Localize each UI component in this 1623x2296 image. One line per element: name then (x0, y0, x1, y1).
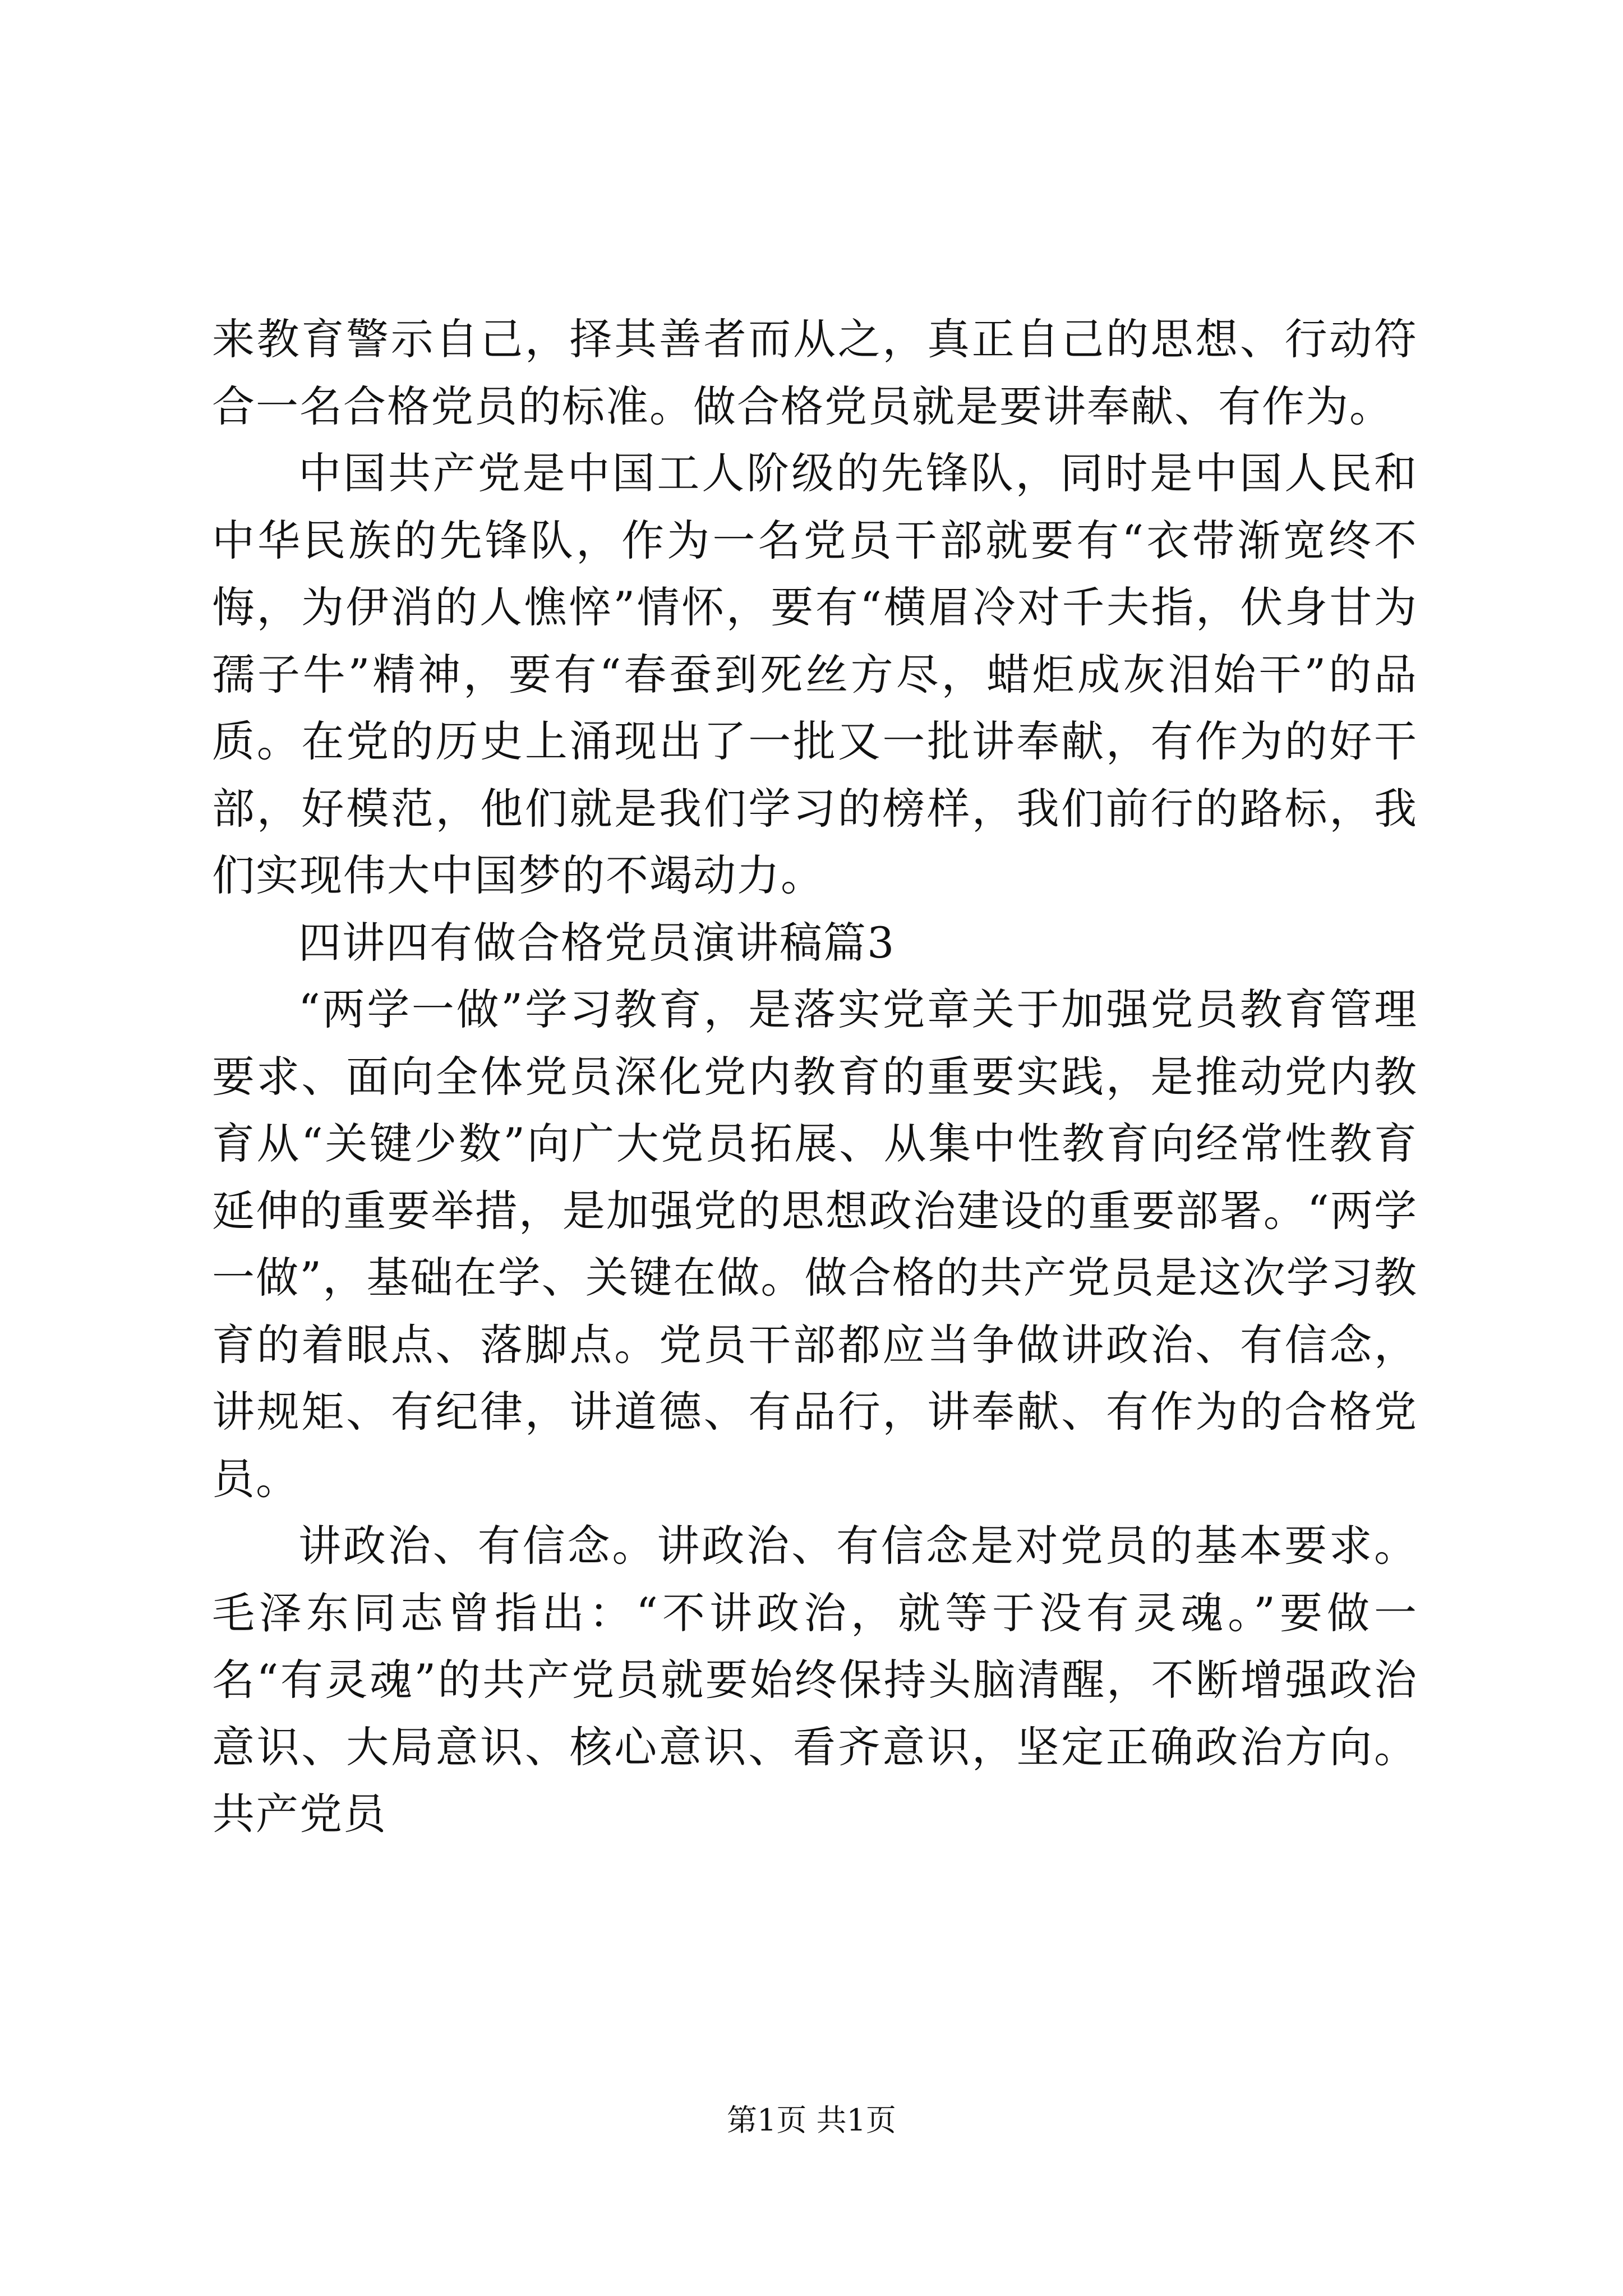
document-body (212, 306, 1418, 1848)
section-heading: 四讲四有做合格党员演讲稿篇3 (298, 917, 896, 968)
paragraph: “两学一做”学习教育，是落实党章关于加强党员教育管理要求、面向全体党员深化党内教育的重要实践，是推动党内教育从“关键少数”向广大党员拓展、从集中性教育向经常性教育延伸的重要举措，是加强党的思想政治建设的重要部署。“两学一做”，基础在学、关键在做。做合格的共产党员是这次学习教育的着眼点、落脚点。党员干部都应当争做讲政治、有信念，讲规矩、有纪律，讲道德、有品行，讲奉献、有作为的合格党员。 (212, 984, 1418, 1504)
paragraph-continuation: 来教育警示自己，择其善者而从之，真正自己的思想、行动符合一名合格党员的标准。做合格党员就是要讲奉献、有作为。 (212, 314, 1418, 431)
paragraph: 中国共产党是中国工人阶级的先锋队，同时是中国人民和中华民族的先锋队，作为一名党员干部就要有“衣带渐宽终不悔，为伊消的人憔悴”情怀，要有“横眉冷对千夫指，伏身甘为孺子牛”精神，要有“春蚕到死丝方尽，蜡炬成灰泪始干”的品质。在党的历史上涌现出了一批又一批讲奉献，有作为的好干部，好模范，他们就是我们学习的榜样，我们前行的路标，我们实现伟大中国梦的不竭动力。 (212, 448, 1418, 900)
paragraph: 讲政治、有信念。讲政治、有信念是对党员的基本要求。毛泽东同志曾指出：“不讲政治，就等于没有灵魂。”要做一名“有灵魂”的共产党员就要始终保持头脑清醒，不断增强政治意识、大局意识、核心意识、看齐意识，坚定正确政治方向。共产党员 (212, 1521, 1418, 1839)
page-footer: 第1页 共1页 (727, 2102, 896, 2138)
